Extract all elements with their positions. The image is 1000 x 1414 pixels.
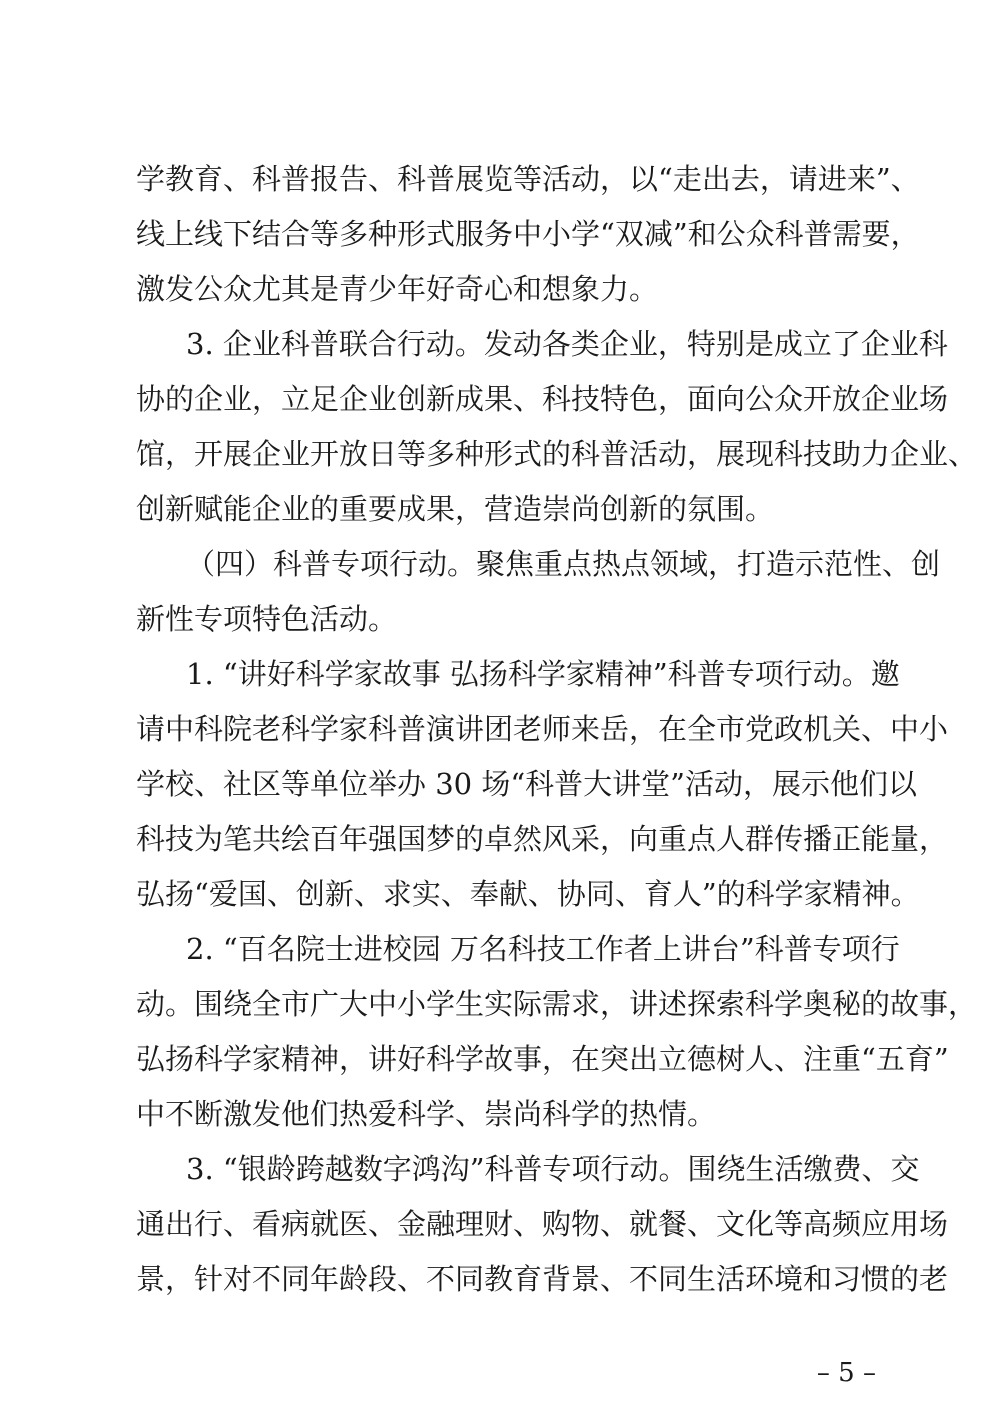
- section-heading-line: （四）科普专项行动。聚焦重点热点领域，打造示范性、创: [186, 547, 941, 581]
- text-line: 弘扬科学家精神，讲好科学故事，在突出立德树人、注重“五育”: [136, 1042, 949, 1076]
- text-line: 馆，开展企业开放日等多种形式的科普活动，展现科技助力企业、: [136, 437, 978, 471]
- text-line: 中不断激发他们热爱科学、崇尚科学的热情。: [136, 1097, 717, 1131]
- text-line: 科技为笔共绘百年强国梦的卓然风采，向重点人群传播正能量，: [136, 822, 949, 856]
- text-line: 2. “百名院士进校园 万名科技工作者上讲台”科普专项行: [186, 932, 900, 966]
- text-line: 动。围绕全市广大中小学生实际需求，讲述探索科学奥秘的故事，: [136, 987, 978, 1021]
- text-line: 弘扬“爱国、创新、求实、奉献、协同、育人”的科学家精神。: [136, 877, 920, 911]
- text-line: 景，针对不同年龄段、不同教育背景、不同生活环境和习惯的老: [136, 1262, 949, 1296]
- text-line: 协的企业，立足企业创新成果、科技特色，面向公众开放企业场: [136, 382, 949, 416]
- page-number: – 5 –: [816, 1358, 876, 1388]
- text-line: 请中科院老科学家科普演讲团老师来岳，在全市党政机关、中小: [136, 712, 949, 746]
- text-line: 创新赋能企业的重要成果，营造崇尚创新的氛围。: [136, 492, 775, 526]
- text-line: 激发公众尤其是青少年好奇心和想象力。: [136, 272, 659, 306]
- text-line: 学校、社区等单位举办 30 场“科普大讲堂”活动，展示他们以: [136, 767, 917, 801]
- text-line: 3. 企业科普联合行动。发动各类企业，特别是成立了企业科: [186, 327, 948, 361]
- text-line: 线上线下结合等多种形式服务中小学“双减”和公众科普需要，: [136, 217, 920, 251]
- text-line: 3. “银龄跨越数字鸿沟”科普专项行动。围绕生活缴费、交: [186, 1152, 920, 1186]
- text-line: 1. “讲好科学家故事 弘扬科学家精神”科普专项行动。邀: [186, 657, 900, 691]
- text-line: 新性专项特色活动。: [136, 602, 398, 636]
- text-line: 学教育、科普报告、科普展览等活动，以“走出去，请进来”、: [136, 162, 920, 196]
- text-line: 通出行、看病就医、金融理财、购物、就餐、文化等高频应用场: [136, 1207, 949, 1241]
